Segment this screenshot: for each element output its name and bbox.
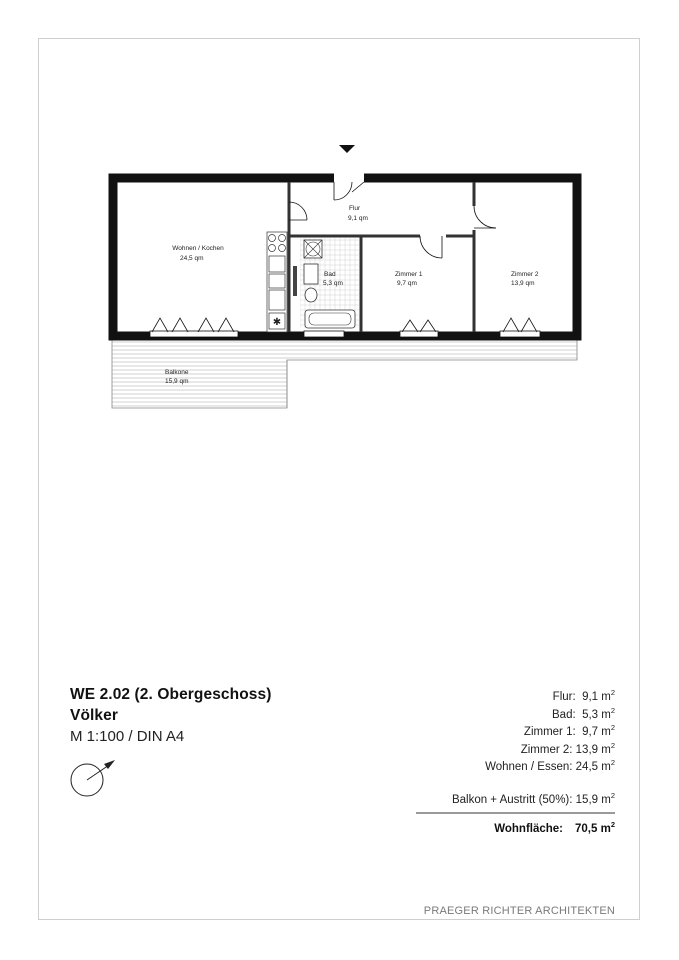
room-name-balkone: Balkone: [165, 369, 189, 376]
balkon-row: [452, 787, 615, 805]
unit-title: WE 2.02 (2. Obergeschoss): [70, 686, 272, 703]
room-area-zimmer1: 9,7 qm: [397, 280, 417, 287]
room-name-wohnen: Wohnen / Kochen: [172, 245, 224, 252]
area-table: [452, 684, 615, 805]
title-block: [70, 684, 272, 747]
divider: [416, 812, 615, 814]
area-value: 13,9 m: [575, 743, 611, 756]
total-label: Wohnfläche:: [494, 823, 564, 835]
room-name-flur: Flur: [349, 205, 361, 212]
area-value: 9,7 m: [582, 726, 611, 739]
owner-name: Völker: [70, 707, 118, 724]
scale-label: M 1:100 / DIN A4: [70, 728, 185, 745]
area-unit-sup: 2: [610, 758, 615, 768]
area-value: 9,1 m: [582, 691, 611, 703]
area-label: Flur:: [552, 691, 576, 703]
area-row: [452, 737, 615, 755]
area-value: 24,5 m: [575, 761, 611, 774]
area-label: Zimmer 2:: [520, 743, 573, 756]
architect-firm: PRAEGER RICHTER ARCHITEKTEN: [423, 905, 615, 917]
area-row: [452, 719, 615, 737]
total-value: 70,5 m: [575, 823, 611, 835]
entrance-arrow-icon: [339, 145, 355, 153]
balkon-label: Balkon + Austritt (50%):: [451, 793, 573, 806]
area-unit-sup: 2: [610, 740, 615, 750]
north-arrow-icon: [68, 755, 120, 799]
area-unit-sup: 2: [610, 723, 615, 733]
area-unit-sup: 2: [610, 790, 615, 800]
area-unit-sup: 2: [610, 705, 615, 715]
room-name-zimmer2: Zimmer 2: [511, 271, 539, 278]
room-area-zimmer2: 13,9 qm: [511, 280, 535, 287]
area-row: [452, 754, 615, 772]
entrance-door: [334, 182, 364, 200]
entrance-opening: [334, 170, 364, 184]
area-value: 5,3 m: [582, 708, 611, 721]
area-unit-sup: 2: [610, 688, 615, 697]
room-area-flur: 9,1 qm: [348, 215, 368, 222]
area-row: [452, 702, 615, 720]
room-name-bad: Bad: [324, 271, 336, 278]
room-area-wohnen: 24,5 qm: [180, 255, 204, 262]
room-name-zimmer1: Zimmer 1: [395, 271, 423, 278]
room-area-bad: 5,3 qm: [323, 280, 343, 287]
area-label: Bad:: [552, 708, 576, 721]
area-label: Wohnen / Essen:: [485, 761, 573, 774]
area-row: [452, 684, 615, 702]
total-area: [494, 820, 615, 835]
area-label: Zimmer 1:: [523, 726, 576, 739]
room-area-balkone: 15,9 qm: [165, 378, 189, 385]
asterisk-icon: ✱: [272, 317, 282, 328]
total-unit-sup: 2: [610, 820, 615, 829]
balkon-value: 15,9 m: [575, 793, 611, 806]
